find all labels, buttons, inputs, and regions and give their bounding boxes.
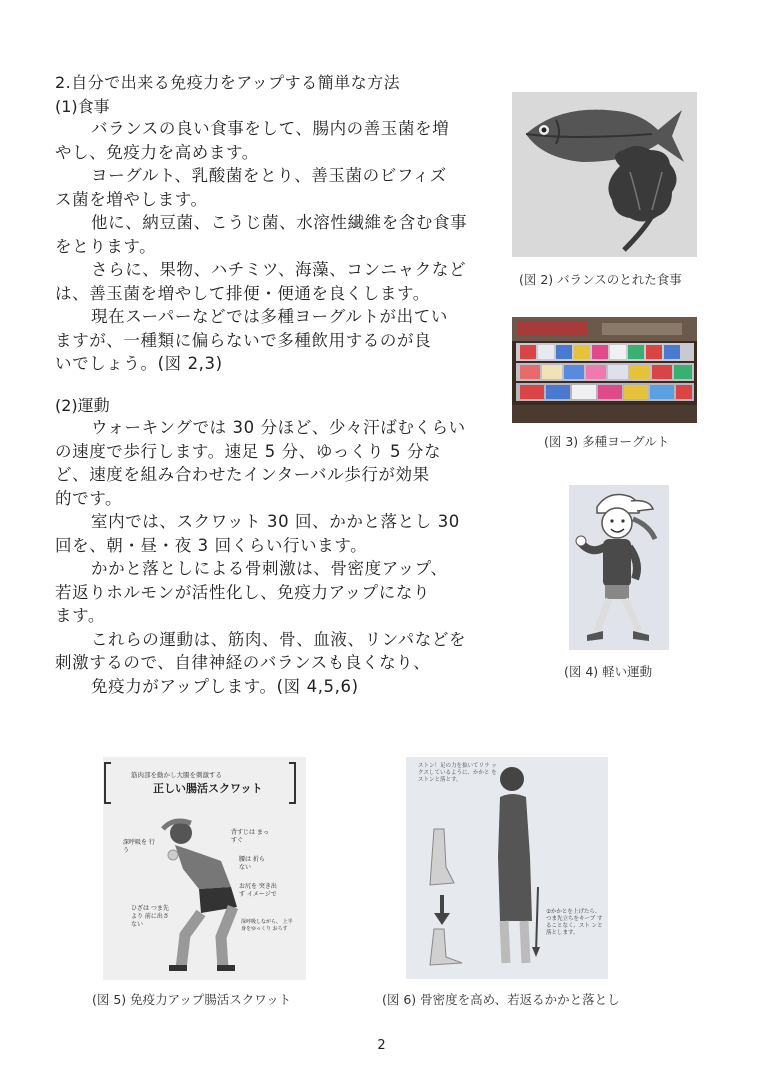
diet-line: やし、免疫力を高めます。 [55, 142, 259, 162]
exercise-line: 若返りホルモンが活性化し、免疫力アップになり [55, 582, 431, 602]
note-heel-top: ストン！足の力を抜いてリラ ックスしているように、かかと をストンと落とす。 [418, 763, 497, 783]
note-waist: 腰は 折らない [239, 856, 265, 871]
exercise-line: 室内では、スクワット 30 回、かかと落とし 30 [91, 512, 460, 531]
caption-fig6: (図 6) 骨密度を高め、若返るかかと落とし [382, 992, 620, 1007]
note-hips: お尻を 突き出す イメージで [239, 883, 277, 898]
diet-line: は、善玉菌を増やして排便・便通を良くします。 [55, 283, 430, 303]
figure-light-exercise [569, 485, 669, 650]
note-breath: 深呼吸を 行う [123, 839, 155, 854]
heel-drop-photo [406, 757, 608, 979]
caption-fig2: (図 2) バランスのとれた食事 [519, 272, 682, 287]
figure-squat-poster [103, 757, 306, 980]
diet-line: ス菌を増やします。 [55, 189, 208, 209]
diet-line: いでしょう。(図 2,3) [55, 354, 223, 373]
jogging-woman-illustration [569, 485, 669, 650]
exercise-heading: (2)運動 [55, 396, 110, 415]
diet-heading: (1)食事 [55, 97, 110, 116]
diet-line: 現在スーパーなどでは多種ヨーグルトが出てい [91, 307, 448, 326]
section-heading: 2.自分で出来る免疫力をアップする簡単な方法 [55, 73, 401, 92]
diet-line: 他に、納豆菌、こうじ菌、水溶性繊維を含む食事 [91, 213, 468, 232]
exercise-line: ど、速度を組み合わせたインターバル歩行が効果 [55, 465, 430, 484]
figure-heel-drop [406, 757, 608, 979]
exercise-line: ます。 [55, 606, 105, 625]
squat-small-title: 筋肉部を動かし大腸を刺激する [131, 771, 222, 779]
note-slow: 深呼吸しながら、 上半身をゆっくり おろす [241, 919, 293, 932]
exercise-line: 回を、朝・昼・夜 3 回くらい行います。 [55, 535, 368, 555]
exercise-line: かかと落としによる骨刺激は、骨密度アップ、 [91, 559, 448, 578]
caption-fig3: (図 3) 多種ヨーグルト [544, 434, 670, 449]
page-number: 2 [377, 1038, 386, 1053]
exercise-line: 刺激するので、自律神経のバランスも良くなり、 [55, 653, 431, 672]
diet-line: ヨーグルト、乳酸菌をとり、善玉菌のビフィズ [91, 166, 447, 185]
diet-body [55, 117, 475, 376]
note-knees: ひざは つま先より 前に出さない [131, 905, 169, 928]
exercise-line: 的です。 [55, 488, 123, 508]
note-heel-bottom: ②かかとを上げたら、 つま先立ちをキープ することなく、スト ンと落とします。 [546, 909, 603, 936]
exercise-line: の速度で歩行します。速足 5 分、ゆっくり 5 分な [55, 441, 442, 461]
diet-line: ますが、一種類に偏らないで多種飲用するのが良 [55, 330, 432, 350]
exercise-line: ウォーキングでは 30 分ほど、少々汗ばむくらい [91, 418, 466, 437]
fish-and-vegetable-illustration [512, 92, 697, 257]
exercise-line: 免疫力がアップします。(図 4,5,6) [91, 676, 359, 696]
caption-fig4: (図 4) 軽い運動 [564, 664, 653, 679]
diet-line: をとります。 [55, 236, 157, 256]
diet-line: バランスの良い食事をして、腸内の善玉菌を増 [91, 119, 450, 138]
note-back: 背すじは まっすぐ [231, 829, 269, 844]
figure-yogurt-shelf [512, 317, 697, 423]
squat-title: 正しい腸活スクワット [153, 782, 263, 795]
exercise-body [55, 416, 475, 698]
vegetable-icon [608, 146, 676, 222]
diet-line: さらに、果物、ハチミツ、海藻、コンニャクなど [91, 260, 467, 279]
caption-fig5: (図 5) 免疫力アップ腸活スクワット [92, 992, 292, 1007]
exercise-line: これらの運動は、筋肉、骨、血液、リンパなどを [91, 629, 467, 649]
figure-balanced-meal [512, 92, 697, 257]
yogurt-shelf-photo [512, 317, 697, 423]
